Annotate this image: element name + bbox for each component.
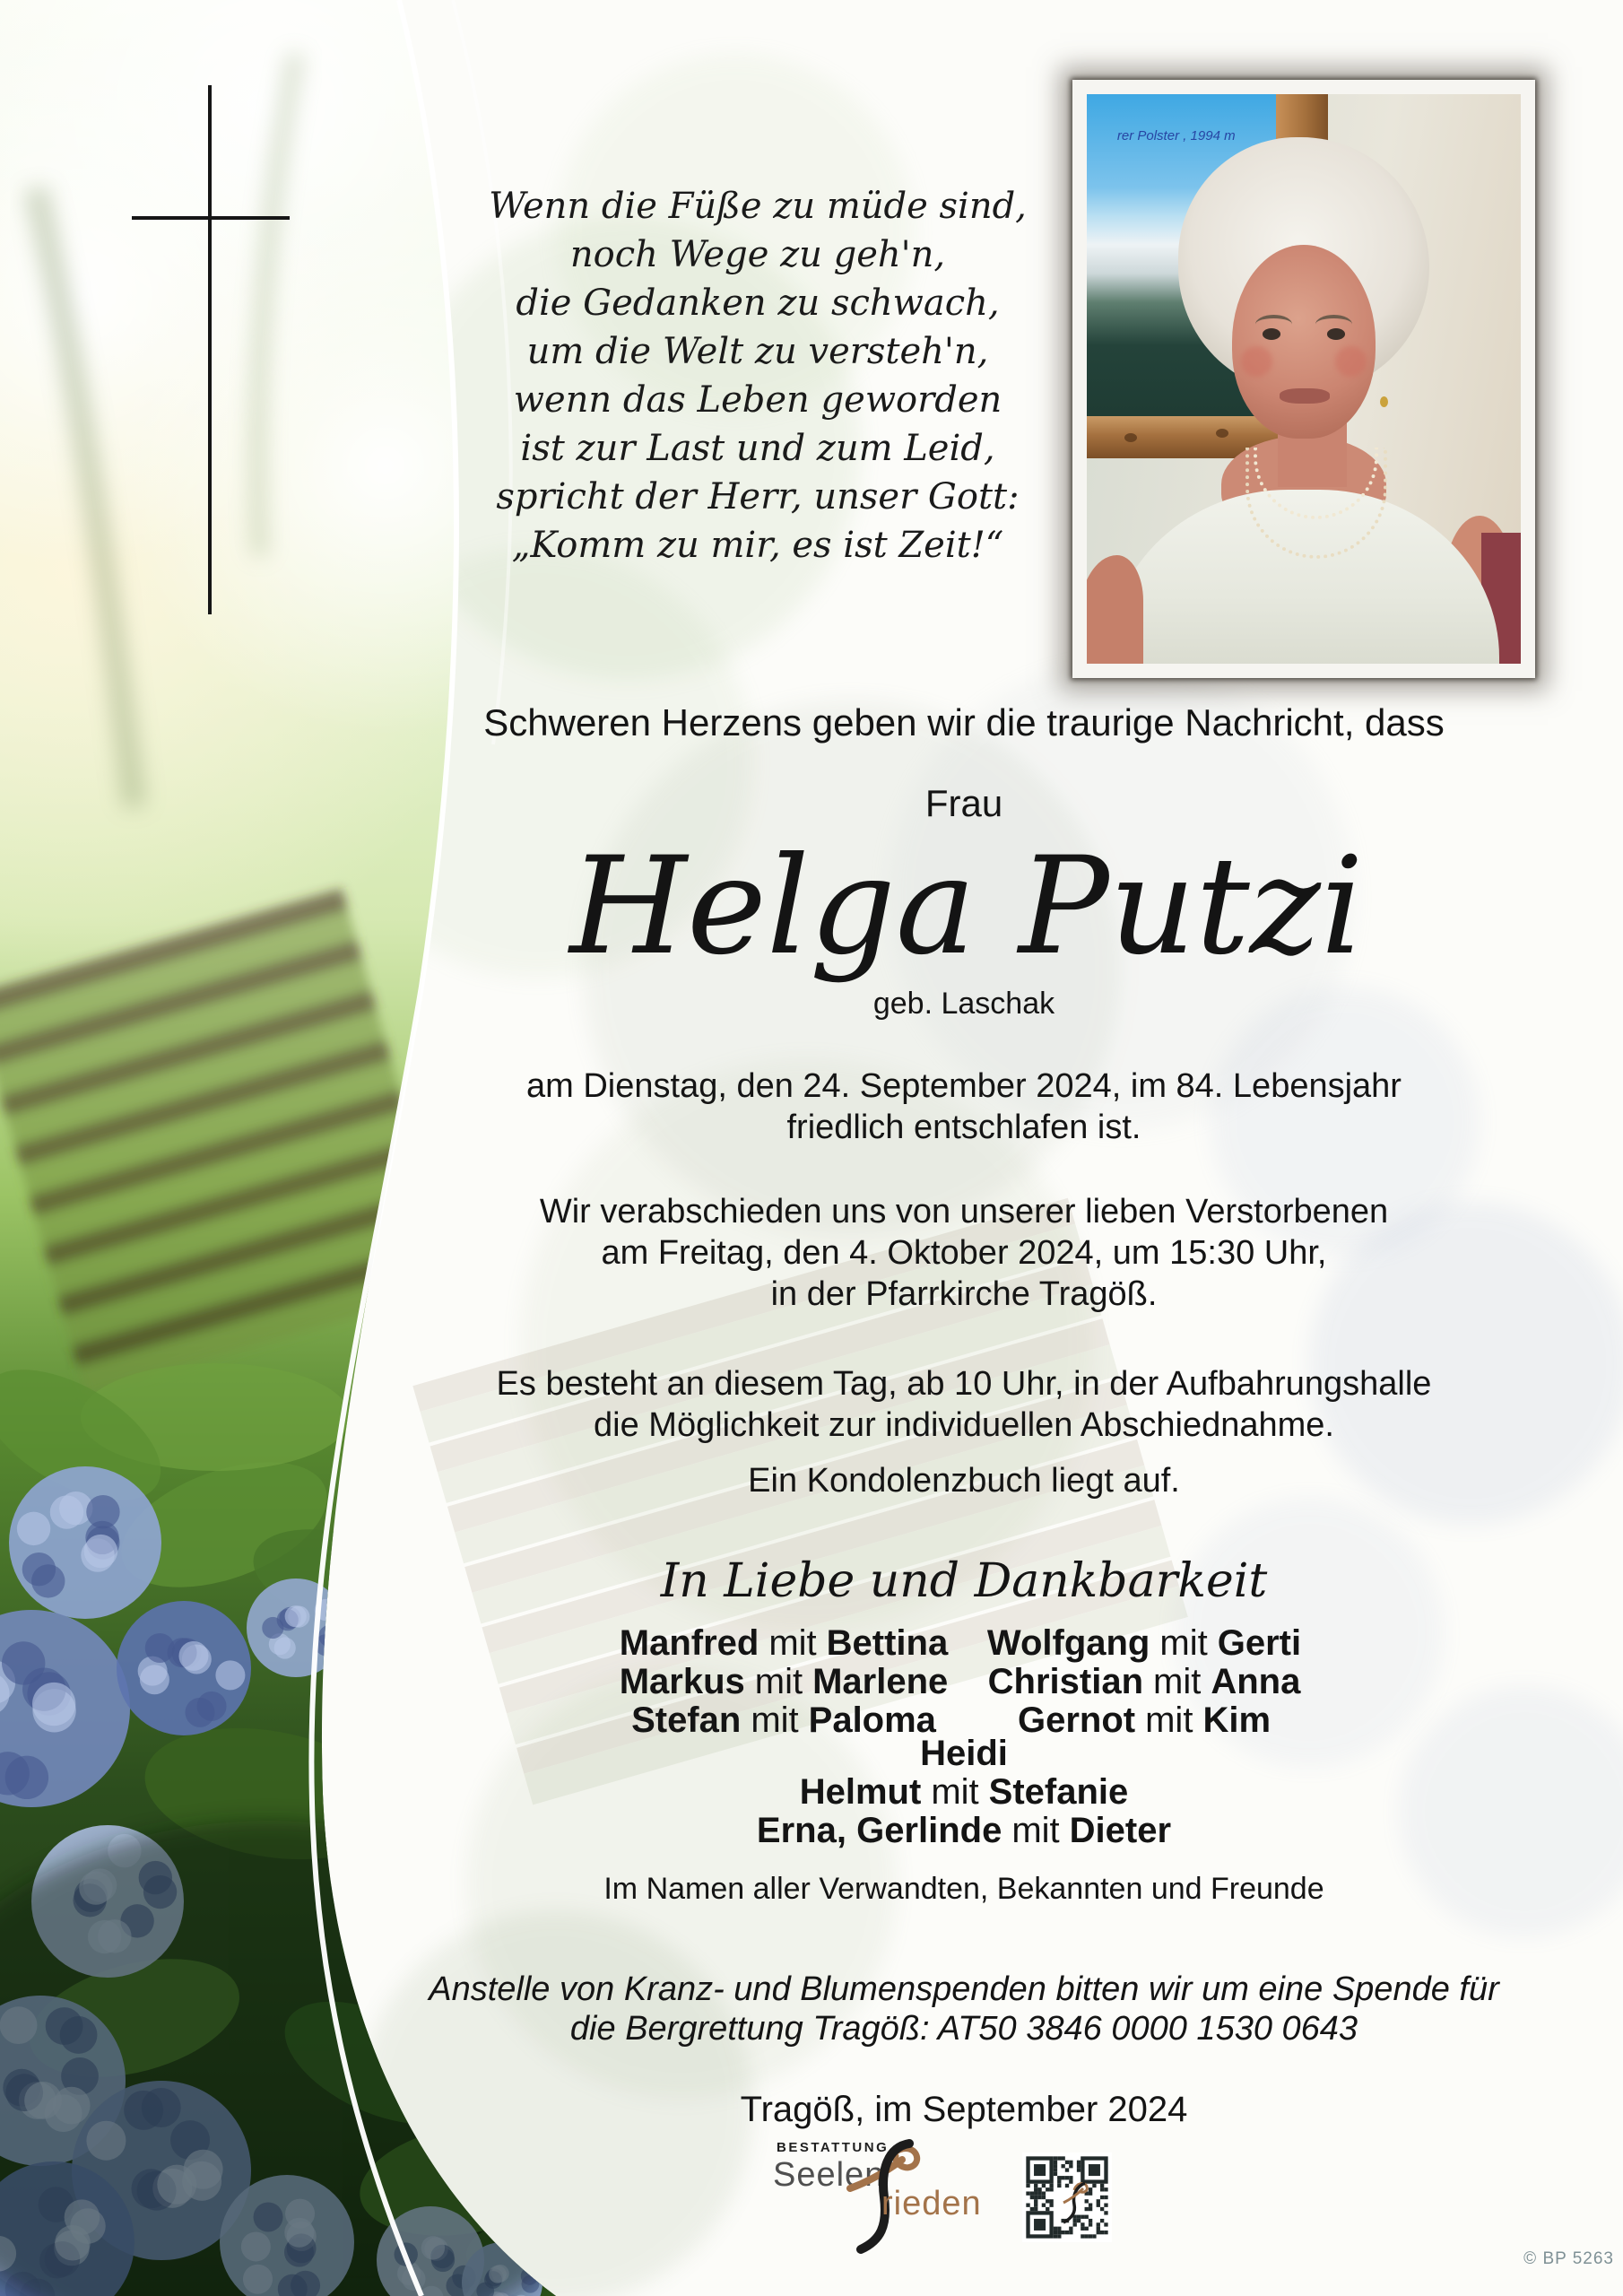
- mourner-row: Christian mit Anna: [987, 1662, 1301, 1701]
- poem-line: wenn das Leben geworden: [513, 379, 1002, 421]
- mourners-right-column: [785, 1624, 1503, 1740]
- earring: [1380, 396, 1388, 407]
- mourner-row: Markus mit Marlene: [619, 1662, 949, 1701]
- poem-line: die Gedanken zu schwach,: [516, 283, 1000, 324]
- logo-bestattung-label: BESTATTUNG: [777, 2140, 890, 2155]
- condolence-note: Ein Kondolenzbuch liegt auf.: [748, 1462, 1180, 1500]
- mourner-row: Stefan mit Paloma: [631, 1700, 936, 1740]
- mourner-row: Wolfgang mit Gerti: [986, 1623, 1302, 1663]
- poem-line: um die Welt zu versteh'n,: [526, 331, 989, 372]
- poem-line: ist zur Last und zum Leid,: [520, 428, 995, 469]
- left-arm: [1087, 555, 1143, 664]
- poster-caption: rer Polster , 1994 m: [1116, 128, 1236, 144]
- poem-line: „Komm zu mir, es ist Zeit!“: [511, 525, 1004, 566]
- donation-request: [157, 1970, 1623, 2048]
- print-copyright: © BP 5263: [1523, 2249, 1614, 2268]
- viewing-details: [157, 1363, 1623, 1446]
- deceased-name: Helga Putzi: [569, 829, 1364, 985]
- farewell-line: Wir verabschieden uns von unserer lieben Verstorbenen: [539, 1193, 1389, 1231]
- logo-seelen-label: Seelen: [773, 2156, 885, 2194]
- mourners-center-column: [157, 1735, 1623, 1850]
- farewell-line: am Freitag, den 4. Oktober 2024, um 15:30 Uhr,: [601, 1234, 1327, 1272]
- death-line: friedlich entschlafen ist.: [786, 1109, 1141, 1146]
- mourner-row: Helmut mit Stefanie: [799, 1772, 1129, 1812]
- mourner-row: Erna, Gerlinde mit Dieter: [756, 1811, 1172, 1850]
- poem-line: Wenn die Füße zu müde sind,: [489, 186, 1027, 227]
- death-line: am Dienstag, den 24. September 2024, im 84. Lebensjahr: [526, 1067, 1402, 1105]
- mourner-row: Manfred mit Bettina: [619, 1623, 949, 1663]
- death-details: [157, 1065, 1623, 1148]
- viewing-line: die Möglichkeit zur individuellen Abschiednahme.: [594, 1406, 1334, 1444]
- logo-frieden-label: rieden: [881, 2185, 982, 2222]
- salutation: Frau: [924, 782, 1003, 824]
- mourner-row: Heidi: [920, 1734, 1008, 1773]
- maiden-name: geb. Laschak: [872, 987, 1055, 1021]
- poem: [220, 182, 1296, 570]
- family-note: Im Namen aller Verwandten, Bekannten und Freunde: [603, 1872, 1324, 1906]
- qr-code: [1022, 2152, 1112, 2242]
- closing-phrase: In Liebe und Dankbarkeit: [660, 1554, 1268, 1608]
- poem-line: noch Wege zu geh'n,: [569, 234, 946, 275]
- donation-line: Anstelle von Kranz- und Blumenspenden bitten wir um eine Spende für: [429, 1970, 1499, 2008]
- farewell-details: [157, 1191, 1623, 1315]
- viewing-line: Es besteht an diesem Tag, ab 10 Uhr, in der Aufbahrungshalle: [496, 1365, 1432, 1403]
- place-and-date: Tragöß, im September 2024: [740, 2090, 1188, 2129]
- announcement-intro: Schweren Herzens geben wir die traurige Nachricht, dass: [483, 701, 1445, 744]
- funeral-home-logo: [771, 2136, 1022, 2257]
- mourner-row: Gernot mit Kim: [1017, 1700, 1271, 1740]
- poem-line: spricht der Herr, unser Gott:: [496, 476, 1020, 517]
- donation-line: die Bergrettung Tragöß: AT50 3846 0000 1530 0643: [569, 2010, 1358, 2048]
- farewell-line: in der Pfarrkirche Tragöß.: [770, 1275, 1158, 1313]
